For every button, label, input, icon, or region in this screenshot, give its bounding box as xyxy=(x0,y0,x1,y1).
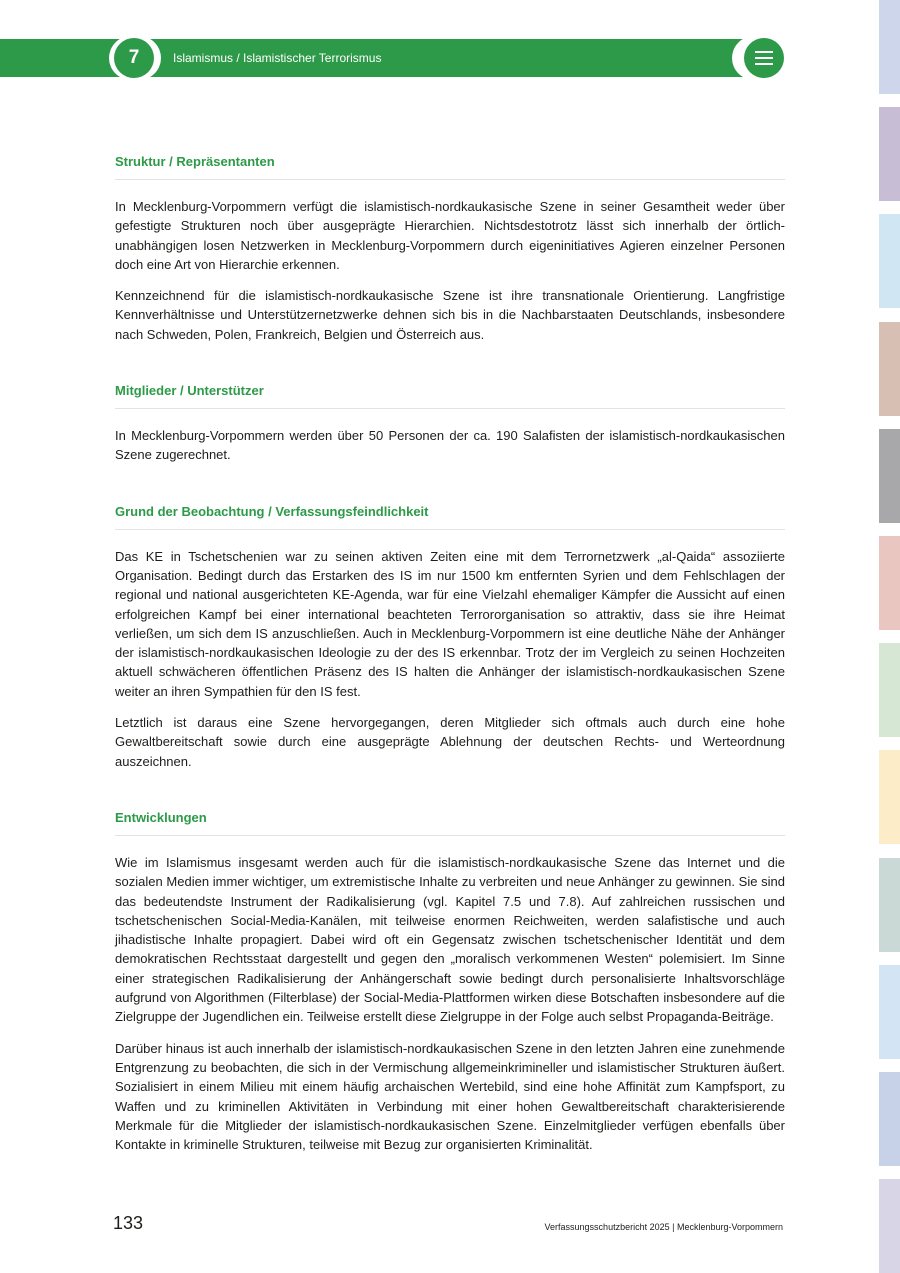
chapter-side-tab[interactable] xyxy=(879,965,900,1059)
chapter-side-tab[interactable] xyxy=(879,107,900,201)
paragraph: Kennzeichnend für die islamistisch-nordkaukasische Szene ist ihre transnationale Orientierung. Langfristige Kennverhältnisse und Unterstützernetzwerke dehnen sich bis in die Nachbarstaaten Deutschlands, insbesondere nach Schweden, Polen, Frankreich, Belgien und Österreich aus. xyxy=(115,288,785,342)
footer-publication: Verfassungsschutzbericht 2025 | Mecklenburg-Vorpommern xyxy=(544,1222,783,1232)
section-developments xyxy=(115,807,785,1154)
paragraph: Letztlich ist daraus eine Szene hervorgegangen, deren Mitglieder sich oftmals auch durch eine hohe Gewaltbereitschaft sowie durch eine ausgeprägte Ablehnung der deutschen Rechts- und Werteordnung auszeichnen. xyxy=(115,715,785,769)
chapter-side-tab[interactable] xyxy=(879,214,900,308)
chapter-side-tab[interactable] xyxy=(879,322,900,416)
chapter-side-tab[interactable] xyxy=(879,536,900,630)
hamburger-icon-line xyxy=(755,63,773,65)
section-heading: Struktur / Repräsentanten xyxy=(115,151,785,180)
hamburger-icon-line xyxy=(755,51,773,53)
chapter-side-tab[interactable] xyxy=(879,0,900,94)
chapter-side-tab[interactable] xyxy=(879,1179,900,1273)
paragraph: In Mecklenburg-Vorpommern werden über 50 Personen der ca. 190 Salafisten der islamistisch-nordkaukasischen Szene zugerechnet. xyxy=(115,428,785,463)
section-heading: Entwicklungen xyxy=(115,807,785,836)
paragraph: Das KE in Tschetschenien war zu seinen aktiven Zeiten eine mit dem Terrornetzwerk „al-Qaida“ assoziierte Organisation. Bedingt durch das Erstarken des IS im nur 1500 km entfernten Syrien und dem Fehlschlagen der regional und national ausgerichteten KE-Agenda, war für eine Vielzahl ehemaliger Kämpfer die Aussicht auf einen erfolgreichen Kampf bei einer international beachteten Terrororganisation so attraktiv, dass sie ihre Heimat verließen, um sich dem IS anzuschließen. Auch in Mecklenburg-Vorpommern ist eine deutliche Nähe der Anhänger der islamistisch-nordkaukasischen Ideologie zu der des IS erkennbar. Trotz der im Vergleich zu seinen Hochzeiten aktuell schwächeren öffentlichen Präsenz des IS halten die Anhänger der islamistisch-nordkaukasischen Szene weiter an ihren Sympathien für den IS fest. xyxy=(115,548,785,699)
chapter-side-tab[interactable] xyxy=(879,858,900,952)
chapter-number-badge: 7 xyxy=(114,38,154,78)
page-number: 133 xyxy=(113,1213,144,1233)
section-structure xyxy=(115,151,785,344)
chapter-title: Islamismus / Islamistischer Terrorismus xyxy=(173,51,382,65)
chapter-side-tab[interactable] xyxy=(879,429,900,523)
chapter-side-tab[interactable] xyxy=(879,643,900,737)
paragraph: Wie im Islamismus insgesamt werden auch für die islamistisch-nordkaukasische Szene das Internet und die sozialen Medien immer wichtiger, um extremistische Inhalte zu verbreiten und neue Anhänger zu gewinnen. Sie sind das bedeutendste Instrument der Radikalisierung (vgl. Kapitel 7.5 und 7.8). Auf zahlreichen russischen und tschetschenischen Social-Media-Kanälen, mit teilweise enormen Reichweiten, werden salafistische und auch jihadistische Inhalte propagiert. Dabei wird oft ein Gegensatz zwischen tschetschenischer Identität und dem demokratischen Rechtsstaat dargestellt und gegen den „moralisch verkommenen Westen“ polemisiert. Im Sinne einer strategischen Radikalisierung der Anhängerschaft sowie bedingt durch personalisierte Inhaltsvorschläge aufgrund von Algorithmen (Filterblase) der Social-Media-Plattformen wirken diese Botschaften insbesondere auf die Zielgruppe der Jugendlichen ein. Teilweise erstellt diese Zielgruppe in der Folge auch selbst Propaganda-Beiträge. xyxy=(115,854,785,1025)
section-heading: Grund der Beobachtung / Verfassungsfeindlichkeit xyxy=(115,501,785,530)
paragraph: In Mecklenburg-Vorpommern verfügt die islamistisch-nordkaukasische Szene in seiner Gesamtheit weder über gefestigte Strukturen noch über ausgeprägte Hierarchien. Nichtsdestotrotz lässt sich innerhalb der örtlich-unabhängigen losen Netzwerken in Mecklenburg-Vorpommern durch eigeninitiatives Agieren einzelner Personen doch eine Art von Hierarchie erkennen. xyxy=(115,199,785,272)
section-observation-reason xyxy=(115,501,785,771)
menu-button[interactable] xyxy=(744,38,784,78)
paragraph: Darüber hinaus ist auch innerhalb der islamistisch-nordkaukasischen Szene in den letzten Jahren eine zunehmende Entgrenzung zu beobachten, die sich in der Vermischung allgemeinkrimineller und islamistischer Strukturen äußert. Sozialisiert in einem Milieu mit einem häufig archaischen Wertebild, sind eine hohe Affinität zum Kampfsport, zu Waffen und zu kriminellen Aktivitäten in Verbindung mit einer hohen Gewaltbereitschaft charakterisierende Merkmale für die Mitglieder der islamistisch-nordkaukasischen Szene. Einzelmitglieder verfügen ebenfalls über Kontakte in kriminelle Strukturen, teilweise mit Bezug zur organisierten Kriminalität. xyxy=(115,1040,785,1153)
page-content xyxy=(115,151,785,1190)
section-heading: Mitglieder / Unterstützer xyxy=(115,380,785,409)
chapter-side-tab[interactable] xyxy=(879,750,900,844)
hamburger-icon-line xyxy=(755,57,773,59)
section-members xyxy=(115,380,785,465)
chapter-side-tab[interactable] xyxy=(879,1072,900,1166)
